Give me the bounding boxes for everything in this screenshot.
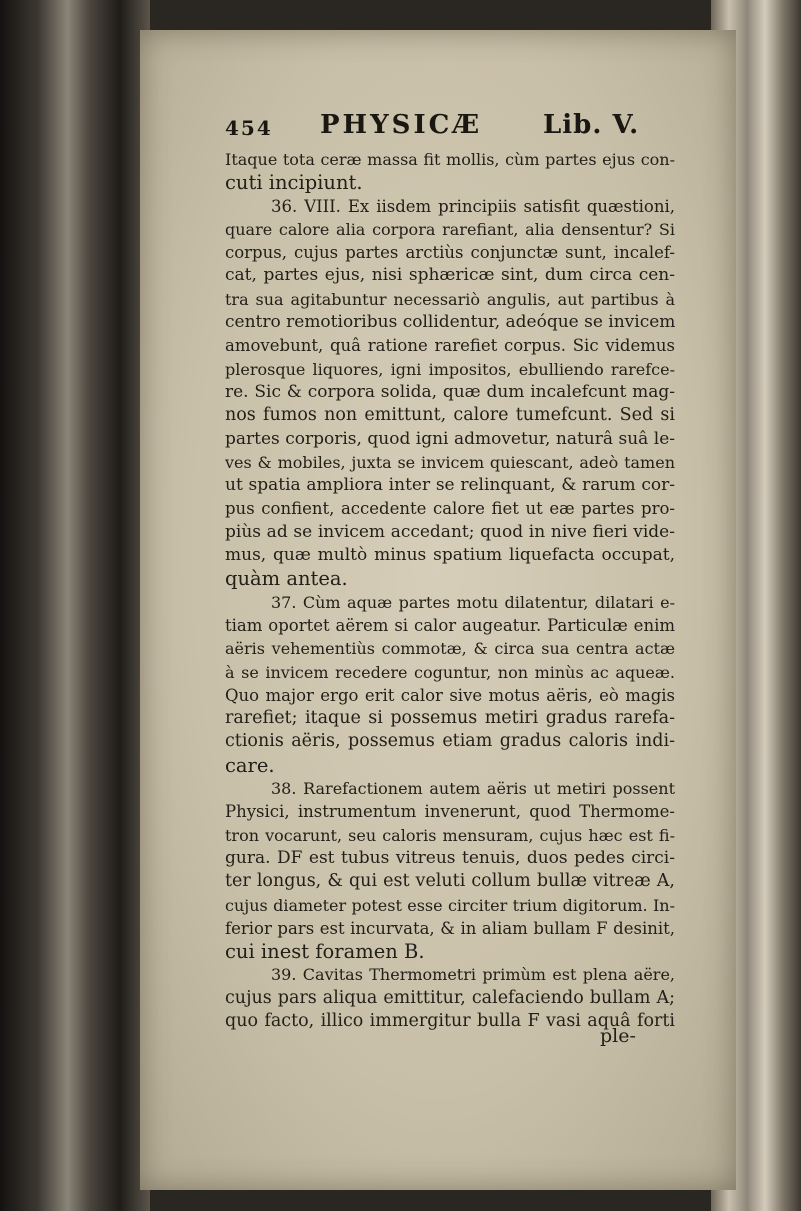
text-line: amovebunt, quâ ratione rarefiet corpus. Sic videmus bbox=[225, 336, 675, 356]
text-line: care. bbox=[225, 753, 275, 777]
text-line: cuti incipiunt. bbox=[225, 171, 363, 195]
running-header bbox=[225, 110, 705, 150]
text-line: piùs ad se invicem accedant; quod in nive fieri vide- bbox=[225, 521, 675, 542]
text-line: quo facto, illico immergitur bulla F vasi aquâ forti bbox=[225, 1010, 675, 1031]
text-line: 38. Rarefactionem autem aëris ut metiri possent bbox=[271, 779, 675, 799]
text-line: quare calore alia corpora rarefiant, alia densentur? Si bbox=[225, 219, 675, 239]
text-line: ctionis aëris, possemus etiam gradus caloris indi- bbox=[225, 731, 675, 752]
text-line: quàm antea. bbox=[225, 567, 348, 591]
text-line: ves & mobiles, juxta se invicem quiescant, adeò tamen bbox=[225, 452, 675, 472]
text-line: Physici, instrumentum invenerunt, quod Thermome- bbox=[225, 802, 675, 822]
text-line: cui inest foramen B. bbox=[225, 940, 425, 964]
text-line: mus, quæ multò minus spatium liquefacta occupat, bbox=[225, 545, 675, 566]
text-line: à se invicem recedere coguntur, non minùs ac aqueæ. bbox=[225, 662, 675, 682]
text-line: centro remotioribus collidentur, adeóque se invicem bbox=[225, 312, 675, 333]
text-line: ut spatia ampliora inter se relinquant, & rarum cor- bbox=[225, 475, 675, 496]
text-line: 37. Cùm aquæ partes motu dilatentur, dilatari e- bbox=[271, 592, 675, 612]
text-line: plerosque liquores, igni impositos, ebulliendo rarefce- bbox=[225, 359, 675, 379]
text-line: gura. DF est tubus vitreus tenuis, duos pedes circi- bbox=[225, 847, 675, 868]
text-line: tron vocarunt, seu caloris mensuram, cujus hæc est fi- bbox=[225, 825, 675, 845]
text-line: cujus pars aliqua emittitur, calefaciendo bullam A; bbox=[225, 987, 675, 1008]
text-line: pus confient, accedente calore fiet ut eæ partes pro- bbox=[225, 499, 675, 519]
text-line: tiam oportet aërem si calor augeatur. Particulæ enim bbox=[225, 615, 675, 635]
text-line: ferior pars est incurvata, & in aliam bullam F desinit, bbox=[225, 918, 675, 938]
text-line: cujus diameter potest esse circiter trium digitorum. In- bbox=[225, 895, 675, 915]
text-line: Quo major ergo erit calor sive motus aëris, eò magis bbox=[225, 685, 675, 705]
running-title: PHYSICÆ bbox=[320, 110, 483, 140]
catchword: ple- bbox=[600, 1025, 636, 1047]
text-line: nos fumos non emittunt, calore tumefcunt. Sed si bbox=[225, 405, 675, 426]
text-line: corpus, cujus partes arctiùs conjunctæ sunt, incalef- bbox=[225, 243, 675, 263]
body-text bbox=[225, 148, 675, 1033]
text-line: 39. Cavitas Thermometri primùm est plena aëre, bbox=[271, 965, 675, 985]
text-line: Itaque tota ceræ massa fit mollis, cùm partes ejus con- bbox=[225, 150, 675, 169]
page-number: 454 bbox=[225, 116, 273, 140]
text-line: ter longus, & qui est veluti collum bullæ vitreæ A, bbox=[225, 871, 675, 892]
text-line: aëris vehementiùs commotæ, & circa sua centra actæ bbox=[225, 639, 675, 659]
book-gutter bbox=[0, 0, 150, 1211]
text-line: re. Sic & corpora solida, quæ dum incalefcunt mag- bbox=[225, 381, 675, 402]
text-line: 36. VIII. Ex iisdem principiis satisfit quæstioni, bbox=[271, 196, 675, 216]
text-line: tra sua agitabuntur necessariò angulis, aut partibus à bbox=[225, 289, 675, 309]
text-line: rarefiet; itaque si possemus metiri gradus rarefa- bbox=[225, 708, 675, 729]
text-line: cat, partes ejus, nisi sphæricæ sint, dum circa cen- bbox=[225, 265, 675, 286]
book-number: Lib. V. bbox=[543, 110, 640, 140]
text-line: partes corporis, quod igni admovetur, naturâ suâ le- bbox=[225, 428, 675, 449]
